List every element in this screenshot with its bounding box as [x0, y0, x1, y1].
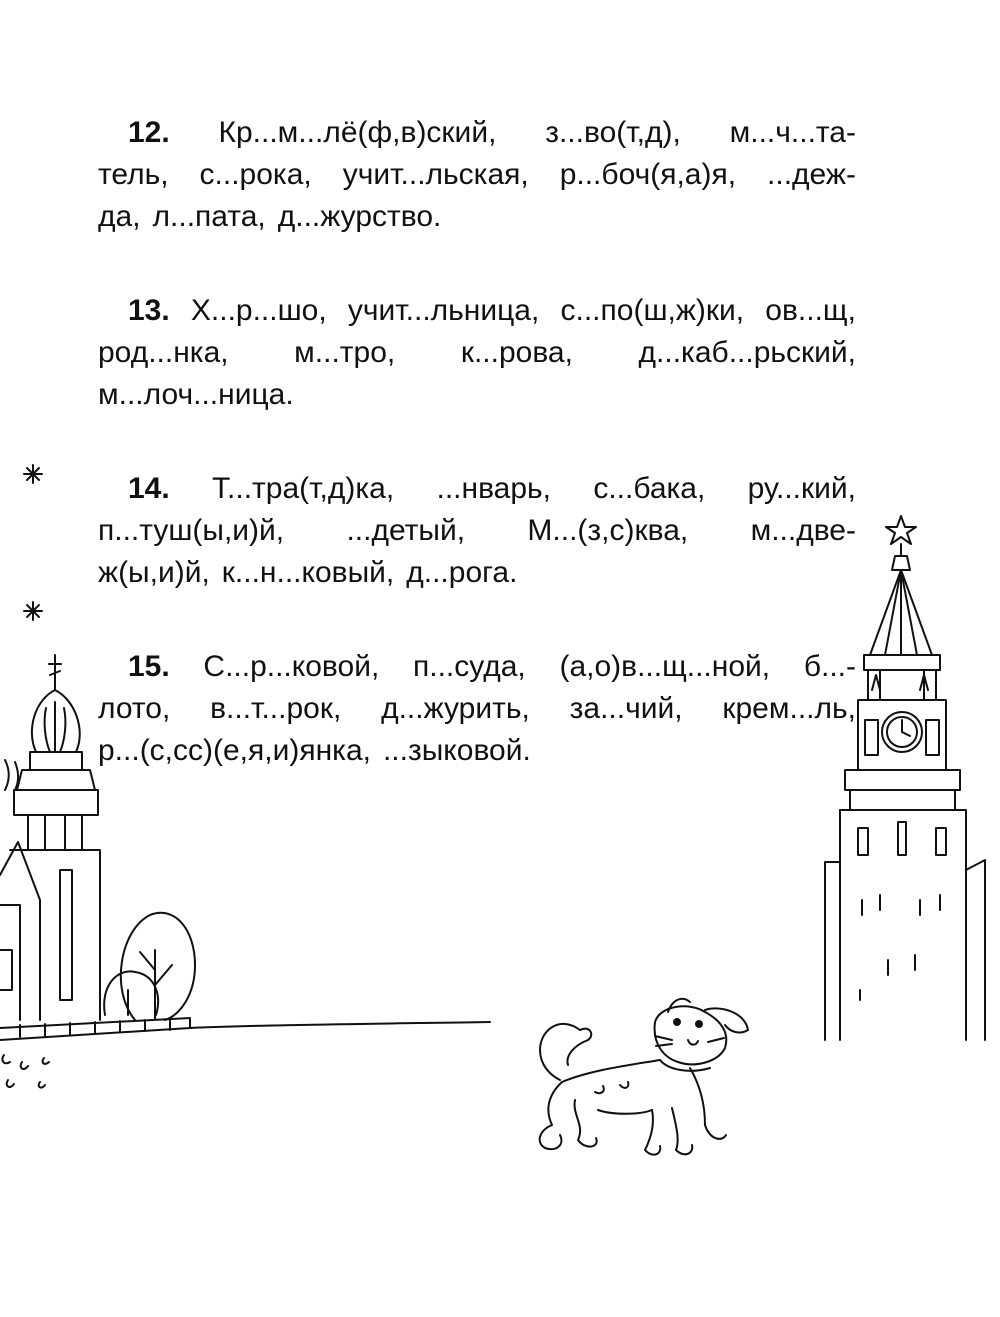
exercise-word: ...нварь, [436, 472, 552, 505]
exercise-word: д...журить, [381, 692, 530, 725]
exercise-word: п...туш(ы,и)й, [98, 514, 285, 547]
exercise-number: 13. [128, 294, 170, 327]
exercise-word: ж(ы,и)й, [98, 556, 210, 589]
exercise-number: 12. [128, 116, 170, 149]
exercise-word: учит...льская, [342, 158, 529, 191]
exercise-word: Х...р...шо, [190, 294, 327, 327]
exercise-word: да, [98, 200, 141, 233]
exercise-word: М...(з,с)ква, [527, 514, 689, 547]
exercise-word: д...каб...рьский, [638, 336, 856, 369]
exercise-word: Т...тра(т,д)ка, [212, 472, 395, 505]
exercise-word: с...по(ш,ж)ки, [560, 294, 745, 327]
exercise-word: с...рока, [199, 158, 312, 191]
exercise-word: в...т...рок, [210, 692, 342, 725]
exercise-word: за...чий, [569, 692, 683, 725]
exercise-word: м...ч...та- [729, 116, 856, 149]
cathedral-drawing [0, 655, 490, 1088]
sparkle-icon [24, 465, 42, 483]
exercise-word: род...нка, [98, 336, 229, 369]
exercise-word: учит...льница, [347, 294, 540, 327]
exercise-word: д...журство. [277, 200, 442, 233]
exercise-word: С...р...ковой, [203, 650, 380, 683]
exercise-number: 15. [128, 650, 170, 683]
exercise-word: ов...щ, [765, 294, 856, 327]
exercise-word: м...лоч...ница. [98, 378, 294, 411]
exercise-word: к...рова, [460, 336, 573, 369]
sparkle-icon [24, 602, 42, 620]
exercise-word: м...тро, [294, 336, 396, 369]
exercise-word: (а,о)в...щ...ной, [559, 650, 771, 683]
exercise-word: тель, [98, 158, 169, 191]
exercise-word: м...две- [750, 514, 856, 547]
kremlin-tower-drawing [825, 516, 985, 1040]
exercise-word: п...суда, [412, 650, 526, 683]
exercise-word: с...бака, [593, 472, 706, 505]
exercise-word: крем...ль, [722, 692, 856, 725]
exercise-word: ...детый, [346, 514, 466, 547]
exercise-word: Кр...м...лё(ф,в)ский, [218, 116, 497, 149]
dog-drawing [540, 999, 748, 1155]
exercise-word: к...н...ковый, [221, 556, 395, 589]
exercise-word: ...деж- [767, 158, 856, 191]
exercise-number: 14. [128, 472, 170, 505]
exercise-word: лото, [98, 692, 171, 725]
exercise-word: з...во(т,д), [545, 116, 681, 149]
exercise-word: р...(с,сс)(е,я,и)янка, [98, 734, 371, 767]
exercise-word: ...зыковой. [382, 734, 531, 767]
exercise-word: б...- [803, 650, 856, 683]
exercise-word: л...пата, [152, 200, 266, 233]
exercise-word: д...рога. [406, 556, 518, 589]
exercise-word: р...боч(я,а)я, [559, 158, 737, 191]
exercise-word: ру...кий, [747, 472, 856, 505]
